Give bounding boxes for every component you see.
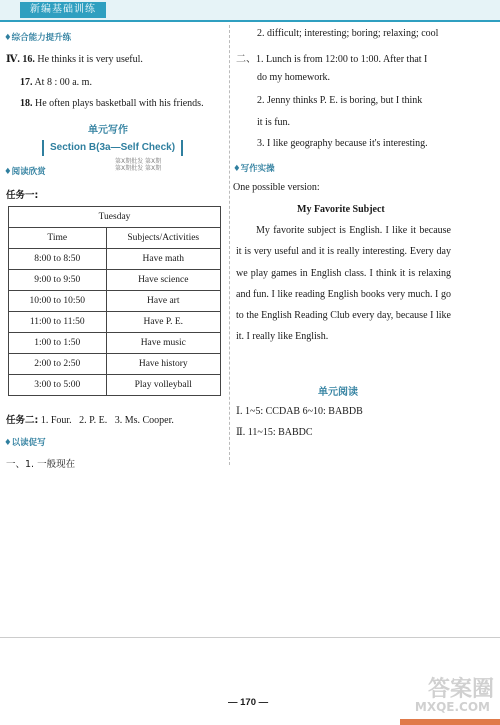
table-cell-time: 1:00 to 1:50 [9, 333, 107, 354]
table-cell-activity: Have music [106, 333, 220, 354]
reading-answers-1: Ⅰ. 1~5: CCDAB 6~10: BABDB [236, 406, 363, 417]
table-cell-activity: Have history [106, 354, 220, 375]
table-cell-activity: Have P. E. [106, 312, 220, 333]
corner-tab [400, 719, 500, 725]
section-writing-practice: ♦写作实操 [233, 164, 275, 174]
table-row [9, 270, 221, 291]
answer-b1-line2: do my homework. [257, 72, 331, 83]
answer-17-text: At 8 : 00 a. m. [34, 77, 92, 88]
answer-16 [6, 54, 143, 65]
table-cell-time: 11:00 to 11:50 [9, 312, 107, 333]
table-header-subjects: Subjects/Activities [106, 228, 220, 249]
table-header-row [9, 228, 221, 249]
table-cell-activity: Have math [106, 249, 220, 270]
table-row [9, 312, 221, 333]
essay-text: My favorite subject is English. I like it because it is very useful and it is really interesting. Every day we play games in English class. I think it is relaxing and fun. I like reading English books very much. I go to the English Reading Club every day, because I like it. I really like English. [236, 225, 451, 343]
table-row [9, 354, 221, 375]
answer-b2-line2: it is fun. [257, 117, 291, 128]
answer-18-text: He often plays basketball with his friends. [35, 98, 204, 109]
table-row [9, 333, 221, 354]
schedule-table [8, 206, 221, 396]
header-rule [0, 20, 500, 22]
task-two-answers [6, 412, 174, 426]
answer-17 [20, 77, 92, 88]
section-reading-appreciation: ♦阅读欣赏 [4, 167, 46, 177]
task-two-answer-1: 1. Four. [40, 415, 72, 426]
header-title: 新编基础训练 [20, 2, 106, 18]
possible-version-label: One possible version: [233, 182, 320, 193]
table-row [9, 375, 221, 396]
answer-18-num: 18. [20, 98, 33, 109]
answer-b1-line1: 二、1. Lunch is from 12:00 to 1:00. After that I [236, 54, 428, 65]
part-one-answer: 一、1. 一般现在 [6, 459, 76, 470]
section-b-title: Section B(3a—Self Check) [42, 140, 183, 156]
table-cell-time: 3:00 to 5:00 [9, 375, 107, 396]
table-cell-activity: Play volleyball [106, 375, 220, 396]
answer-16-num: Ⅳ. 16. [6, 54, 35, 65]
essay-body [236, 220, 451, 348]
answer-b2-line1: 2. Jenny thinks P. E. is boring, but I think [257, 95, 423, 106]
page-number: — 170 — [228, 697, 269, 708]
table-header-time: Time [9, 228, 107, 249]
stamp-text [115, 158, 161, 172]
table-day-cell: Tuesday [9, 207, 221, 228]
watermark-url: MXQE.COM [414, 700, 490, 714]
table-row [9, 291, 221, 312]
table-row [9, 207, 221, 228]
unit-writing-title: 单元写作 [88, 125, 128, 136]
unit-reading-title: 单元阅读 [318, 387, 358, 398]
answer-b3: 3. I like geography because it's interesting. [257, 138, 428, 149]
table-cell-activity: Have science [106, 270, 220, 291]
stamp-line-2: 第X期批发 第X期 [115, 165, 162, 172]
section-comprehensive: ♦综合能力提升练 [4, 33, 72, 43]
task-two-label: 任务二: [6, 415, 39, 426]
watermark-logo: 答案圈 [427, 677, 494, 702]
footer-rule [0, 637, 500, 638]
column-divider [229, 25, 230, 465]
answer-a2: 2. difficult; interesting; boring; relaxing; cool [257, 28, 439, 39]
answer-18 [20, 98, 204, 109]
stamp-line-1: 第X期批发 第X期 [115, 158, 162, 165]
table-cell-time: 10:00 to 10:50 [9, 291, 107, 312]
task-two-answer-2: 2. P. E. [79, 415, 108, 426]
answer-17-num: 17. [20, 77, 33, 88]
reading-answers-2: Ⅱ. 11~15: BABDC [236, 427, 313, 438]
task-one-label: 任务一: [6, 190, 39, 201]
answer-16-text: He thinks it is very useful. [37, 54, 143, 65]
table-row [9, 249, 221, 270]
table-cell-activity: Have art [106, 291, 220, 312]
table-cell-time: 9:00 to 9:50 [9, 270, 107, 291]
table-cell-time: 8:00 to 8:50 [9, 249, 107, 270]
section-read-to-write: ♦以读促写 [4, 438, 46, 448]
table-cell-time: 2:00 to 2:50 [9, 354, 107, 375]
task-two-answer-3: 3. Ms. Cooper. [114, 415, 174, 426]
essay-title: My Favorite Subject [297, 204, 385, 215]
